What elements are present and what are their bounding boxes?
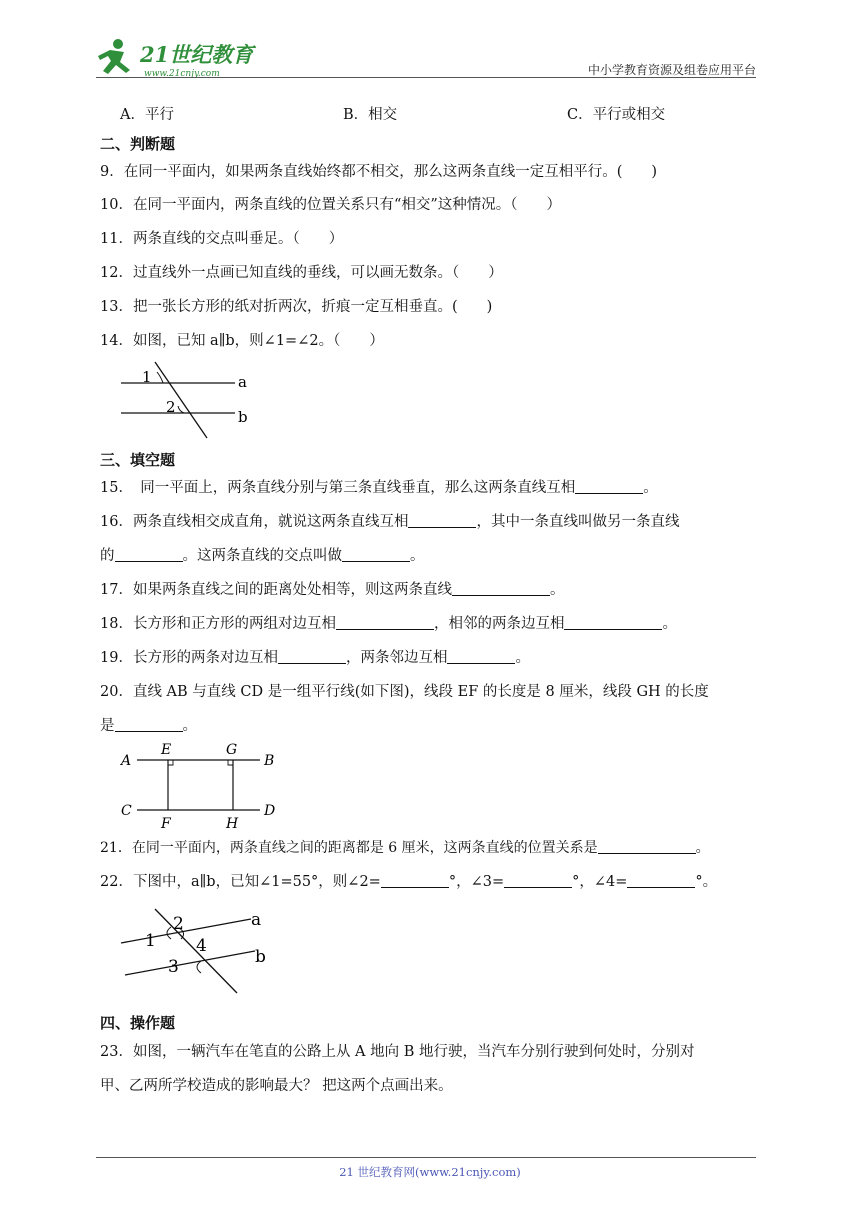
point-label-d: D xyxy=(264,803,276,819)
question-15-end: 。 xyxy=(643,480,658,496)
question-19-text-mid: ，两条邻边互相 xyxy=(345,650,448,666)
figure-q20 xyxy=(115,738,290,832)
answer-blank[interactable] xyxy=(408,512,476,528)
question-14: 14．如图，已知 a∥b，则∠1=∠2。（ ） xyxy=(100,333,384,349)
option-a: A．平行 xyxy=(120,107,174,123)
option-b: B．相交 xyxy=(343,107,398,123)
angle-label-1: 1 xyxy=(142,368,152,386)
question-21-text: 21．在同一平面内，两条直线之间的距离都是 6 厘米，这两条直线的位置关系是 xyxy=(100,840,598,856)
right-angle-mark xyxy=(228,760,233,765)
question-18-end: 。 xyxy=(662,616,677,632)
angle-label-2: 2 xyxy=(166,398,176,416)
figure-q22 xyxy=(115,905,285,997)
question-21 xyxy=(100,838,710,858)
answer-blank[interactable] xyxy=(447,648,515,664)
angle-1-arc xyxy=(167,927,171,939)
logo-url: www.21cnjy.com xyxy=(144,69,220,79)
line-label-b: b xyxy=(255,947,266,967)
question-17-text: 17．如果两条直线之间的距离处处相等，则这两条直线 xyxy=(100,582,452,598)
question-21-end: 。 xyxy=(695,840,710,856)
line-b xyxy=(125,951,255,975)
question-16-line-2 xyxy=(100,546,425,566)
section-title-judge: 二、判断题 xyxy=(100,135,176,153)
angle-3-arc xyxy=(197,961,201,973)
point-label-a: A xyxy=(121,753,132,769)
angle-label-1: 1 xyxy=(145,931,156,951)
angle-1-arc xyxy=(157,372,163,383)
question-16-text-3: 。这两条直线的交点叫做 xyxy=(182,548,342,564)
angle-2-arc xyxy=(178,406,184,413)
question-11: 11．两条直线的交点叫垂足。（ ） xyxy=(100,231,344,247)
right-angle-mark xyxy=(168,760,173,765)
answer-blank[interactable] xyxy=(564,614,662,630)
point-label-b: B xyxy=(264,753,275,769)
question-22-text: 22．下图中，a∥b，已知∠1=55°，则∠2= xyxy=(100,874,381,890)
angle-label-3: 3 xyxy=(168,957,179,977)
question-22-text-2: °，∠3= xyxy=(448,874,505,890)
answer-blank[interactable] xyxy=(278,648,346,664)
question-20-end: 。 xyxy=(182,718,197,734)
site-logo xyxy=(96,36,266,80)
answer-blank[interactable] xyxy=(575,478,643,494)
question-12: 12．过直线外一点画已知直线的垂线，可以画无数条。（ ） xyxy=(100,265,503,281)
transversal-line xyxy=(155,362,207,438)
footer-link[interactable]: 21 世纪教育网(www.21cnjy.com) xyxy=(339,1165,521,1179)
point-label-f: F xyxy=(161,816,171,832)
question-23-line-1: 23．如图，一辆汽车在笔直的公路上从 A 地向 B 地行驶，当汽车分别行驶到何处时，分别对 xyxy=(100,1044,695,1060)
question-13: 13．把一张长方形的纸对折两次，折痕一定互相垂直。( ) xyxy=(100,299,493,315)
answer-blank[interactable] xyxy=(115,716,183,732)
answer-blank[interactable] xyxy=(598,838,696,854)
question-20-line-1: 20．直线 AB 与直线 CD 是一组平行线(如下图)，线段 EF 的长度是 8 厘米，线段 GH 的长度 xyxy=(100,684,709,700)
answer-blank[interactable] xyxy=(627,872,695,888)
question-16-text: 16．两条直线相交成直角，就说这两条直线互相 xyxy=(100,514,409,530)
angle-label-4: 4 xyxy=(196,936,207,956)
question-20-text: 是 xyxy=(100,718,115,734)
question-18 xyxy=(100,614,677,634)
header-platform-text: 中小学教育资源及组卷应用平台 xyxy=(587,63,756,77)
point-label-g: G xyxy=(226,742,238,758)
question-16-text-2: 的 xyxy=(100,548,115,564)
question-22-text-3: °，∠4= xyxy=(572,874,628,890)
section-title-operate: 四、操作题 xyxy=(100,1014,176,1032)
question-16-text-mid: ，其中一条直线叫做另一条直线 xyxy=(476,514,680,530)
logo-text: 21世纪教育 xyxy=(140,42,254,67)
question-16-end: 。 xyxy=(410,548,425,564)
question-19-end: 。 xyxy=(515,650,530,666)
figure-q14 xyxy=(115,360,265,442)
question-10: 10．在同一平面内，两条直线的位置关系只有“相交”这种情况。（ ） xyxy=(100,197,562,213)
question-18-text-mid: ，相邻的两条边互相 xyxy=(433,616,565,632)
section-title-fill: 三、填空题 xyxy=(100,451,176,469)
option-c: C．平行或相交 xyxy=(567,107,666,123)
footer-divider xyxy=(96,1157,756,1158)
question-23-line-2: 甲、乙两所学校造成的影响最大？ 把这两个点画出来。 xyxy=(100,1078,453,1094)
question-15 xyxy=(100,478,658,498)
question-18-text: 18．长方形和正方形的两组对边互相 xyxy=(100,616,336,632)
question-16-line-1 xyxy=(100,512,679,532)
question-19-text: 19．长方形的两条对边互相 xyxy=(100,650,278,666)
question-19 xyxy=(100,648,530,668)
answer-blank[interactable] xyxy=(342,546,410,562)
line-label-a: a xyxy=(251,910,262,930)
question-9: 9．在同一平面内，如果两条直线始终都不相交，那么这两条直线一定互相平行。( ) xyxy=(100,164,658,180)
point-label-h: H xyxy=(226,816,239,832)
question-15-text: 15． 同一平面上，两条直线分别与第三条直线垂直，那么这两条直线互相 xyxy=(100,480,576,496)
line-label-b: b xyxy=(238,408,248,426)
question-22 xyxy=(100,872,717,892)
point-label-e: E xyxy=(161,742,172,758)
answer-blank[interactable] xyxy=(381,872,449,888)
answer-blank[interactable] xyxy=(336,614,434,630)
line-label-a: a xyxy=(238,373,247,391)
answer-blank[interactable] xyxy=(452,580,550,596)
angle-label-2: 2 xyxy=(173,914,184,934)
question-20-line-2 xyxy=(100,716,197,736)
answer-blank[interactable] xyxy=(115,546,183,562)
question-17-end: 。 xyxy=(549,582,565,598)
line-a xyxy=(121,919,251,943)
header-divider xyxy=(96,77,756,78)
answer-blank[interactable] xyxy=(504,872,572,888)
question-17 xyxy=(100,580,564,600)
runner-icon xyxy=(98,39,130,74)
point-label-c: C xyxy=(121,803,132,819)
question-22-end: °。 xyxy=(695,874,718,890)
